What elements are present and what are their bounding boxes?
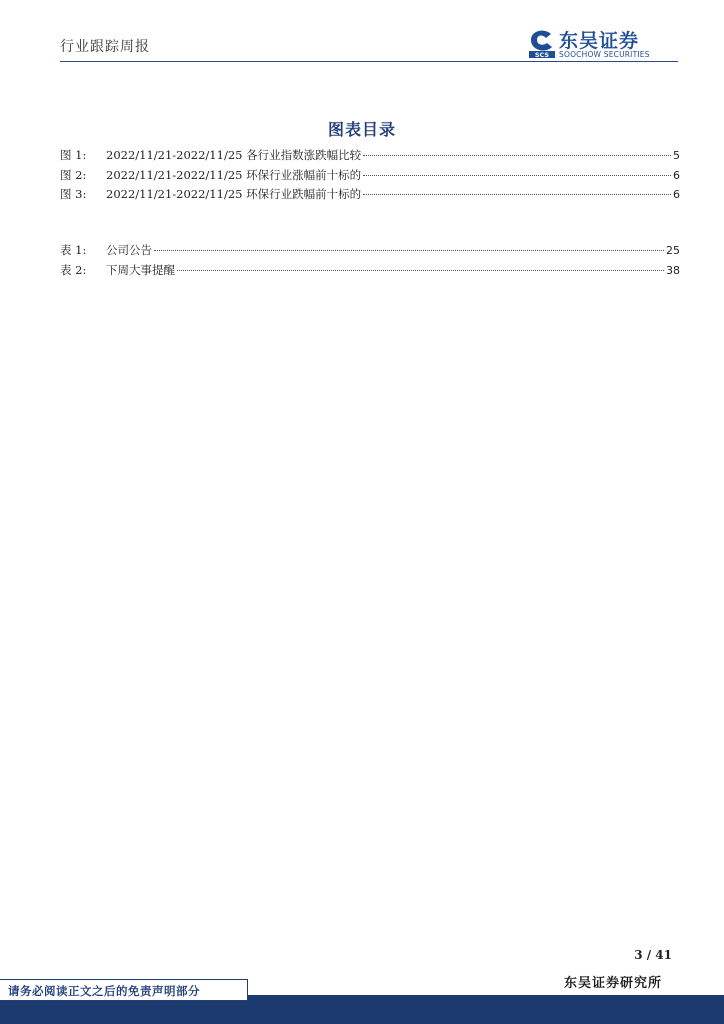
toc-entry-label: 图 3: bbox=[60, 187, 87, 201]
toc-leader-dots bbox=[177, 269, 664, 271]
toc-title: 图表目录 bbox=[327, 120, 396, 139]
toc-entry-page: 5 bbox=[673, 149, 680, 162]
toc-entry-label: 表 1: bbox=[60, 243, 87, 257]
toc-entry-text: 2022/11/21-2022/11/25 环保行业涨幅前十标的 bbox=[106, 168, 362, 182]
page-number: 3 / 41 bbox=[634, 948, 672, 962]
logo-name-cn: 东吴证券 bbox=[559, 30, 640, 52]
toc-entry-text: 2022/11/21-2022/11/25 各行业指数涨跌幅比较 bbox=[106, 148, 362, 162]
toc-entry-page: 25 bbox=[666, 244, 680, 257]
toc-entry-text: 下周大事提醒 bbox=[106, 263, 175, 277]
disclaimer-notice: 请务必阅读正文之后的免责声明部分 bbox=[0, 979, 248, 1001]
toc-leader-dots bbox=[154, 249, 664, 251]
toc-leader-dots bbox=[363, 154, 671, 156]
logo-mark-icon bbox=[527, 26, 557, 60]
toc-entry-page: 38 bbox=[666, 264, 680, 277]
toc-entry-label: 表 2: bbox=[60, 263, 87, 277]
toc-entry-label: 图 2: bbox=[60, 168, 87, 182]
logo-mark-text: SCS bbox=[534, 51, 550, 59]
toc-entry-figure-3[interactable] bbox=[60, 186, 680, 204]
logo-name-en: SOOCHOW SECURITIES bbox=[559, 50, 650, 59]
header-divider bbox=[60, 61, 678, 62]
toc-entry-table-2[interactable] bbox=[60, 262, 680, 280]
toc-leader-dots bbox=[363, 174, 671, 176]
toc-entry-page: 6 bbox=[673, 188, 680, 201]
toc-entry-label: 图 1: bbox=[60, 148, 87, 162]
footer-org: 东吴证券研究所 bbox=[563, 976, 662, 991]
toc-entry-figure-1[interactable] bbox=[60, 147, 680, 165]
toc-leader-dots bbox=[363, 193, 671, 195]
toc-entry-page: 6 bbox=[673, 169, 680, 182]
toc-entry-text: 2022/11/21-2022/11/25 环保行业跌幅前十标的 bbox=[106, 187, 362, 201]
company-logo bbox=[527, 26, 677, 62]
toc-entry-text: 公司公告 bbox=[106, 243, 152, 257]
toc-entry-figure-2[interactable] bbox=[60, 167, 680, 185]
toc-entry-table-1[interactable] bbox=[60, 242, 680, 260]
report-type: 行业跟踪周报 bbox=[60, 39, 150, 55]
